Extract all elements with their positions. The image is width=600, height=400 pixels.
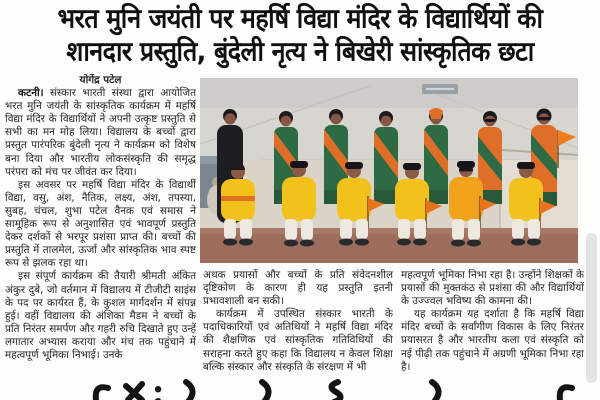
dateline: कटनी।: [18, 87, 44, 100]
scrollbar-thumb[interactable]: [586, 233, 597, 383]
paragraph-2: इस अवसर पर महर्षि विद्या मंदिर के विद्यार्थी विद्या, वसु, अंश, नैतिक, लक्ष्य, अंश, तपस्या, सुबह, चंचल, शुभा पटेल वैनक एवं समास ने सामूहिक रूप से अनुशासित एवं भावपूर्ण प्रस्तुति देकर दर्शकों से भरपूर प्रशंसा प्राप्त की। बच्चों की प्रस्तुति में तालमेल, ऊर्जा और सांस्कृतिक भाव स्पष्ट रूप से झलक रहा था।: [5, 178, 196, 270]
next-article-partial-headline: [0, 374, 600, 400]
byline: योगेंद्र पटेल: [79, 74, 122, 86]
middle-column: [203, 269, 393, 372]
paragraph-1: [5, 87, 196, 179]
paragraph-5: यह कार्यक्रम यह दर्शाता है कि महर्षि विद्या मंदिर बच्चों के सर्वांगीण विकास के लिए निरंतर प्रयासरत है और भारतीय कला एवं संस्कृति को नई पीढ़ी तक पहुंचाने में अग्रणी भूमिका निभा रहा है।: [401, 308, 584, 372]
paragraph-1-text: संस्कार भारती संस्था द्वारा आयोजित भरत मुनि जयंती के सांस्कृतिक कार्यक्रम में महर्षि विद्या मंदिर के विद्यार्थियों ने अपनी उत्कृष्ट प्रस्तुति से सभी का मन मोह लिया। विद्यालय के बच्चों द्वारा प्रस्तुत पारंपरिक बुंदेली नृत्य ने कार्यक्रम को विशेष बना दिया और भारतीय लोकसंस्कृति की समृद्ध परंपरा को मंच पर जीवंत कर दिया।: [5, 87, 196, 178]
article-photo: [200, 78, 578, 263]
paragraph-continuation: अथक प्रयासों और बच्चों के प्रति संवेदनशील दृष्टिकोण के कारण ही यह प्रस्तुति इतनी प्रभावशाली बन सकी।: [203, 269, 393, 308]
headline-line-1: भरत मुनि जयंती पर महर्षि विद्या मंदिर के विद्यार्थियों की: [57, 2, 543, 35]
paragraph-continuation: महत्वपूर्ण भूमिका निभा रहा है। उन्होंने शिक्षकों के प्रयासों की मुक्तकंठ से प्रशंसा की और विद्यार्थियों के उज्ज्वल भविष्य की कामना की।: [401, 269, 584, 308]
photo-illustration: [200, 78, 578, 263]
paragraph-3: इस संपूर्ण कार्यक्रम की तैयारी श्रीमती अंकित अंकुर दुबे, जो वर्तमान में विद्यालय में टीजीटी साइंस के पद पर कार्यरत हैं, के कुशल मार्गदर्शन में संपन्न हुई। वहीं विद्यालय की अंशिका मैडम ने बच्चों के प्रति निरंतर समर्पण और गहरी रुचि दिखाते हुए उन्हें लगातार अभ्यास कराया और मंच तक पहुंचाने में महत्वपूर्ण भूमिका निभाई। उनके: [5, 270, 196, 361]
ceiling-vent: [422, 84, 458, 94]
headline-line-2: शानदार प्रस्तुति, बुंदेली नृत्य ने बिखेरी सांस्कृतिक छटा: [66, 35, 534, 68]
left-column: [5, 74, 196, 370]
right-column: [401, 269, 584, 372]
paragraph-4: कार्यक्रम में उपस्थित संस्कार भारती के पदाधिकारियों एवं अतिथियों ने महर्षि विद्या मंदिर की शैक्षणिक एवं सांस्कृतिक गतिविधियों की सराहना करते हुए कहा कि विद्यालय न केवल शिक्षा बल्कि संस्कार और संस्कृति के संरक्षण में भी: [203, 308, 393, 372]
article-headline: [0, 2, 600, 72]
clipped-headline-fragments: [0, 374, 600, 400]
